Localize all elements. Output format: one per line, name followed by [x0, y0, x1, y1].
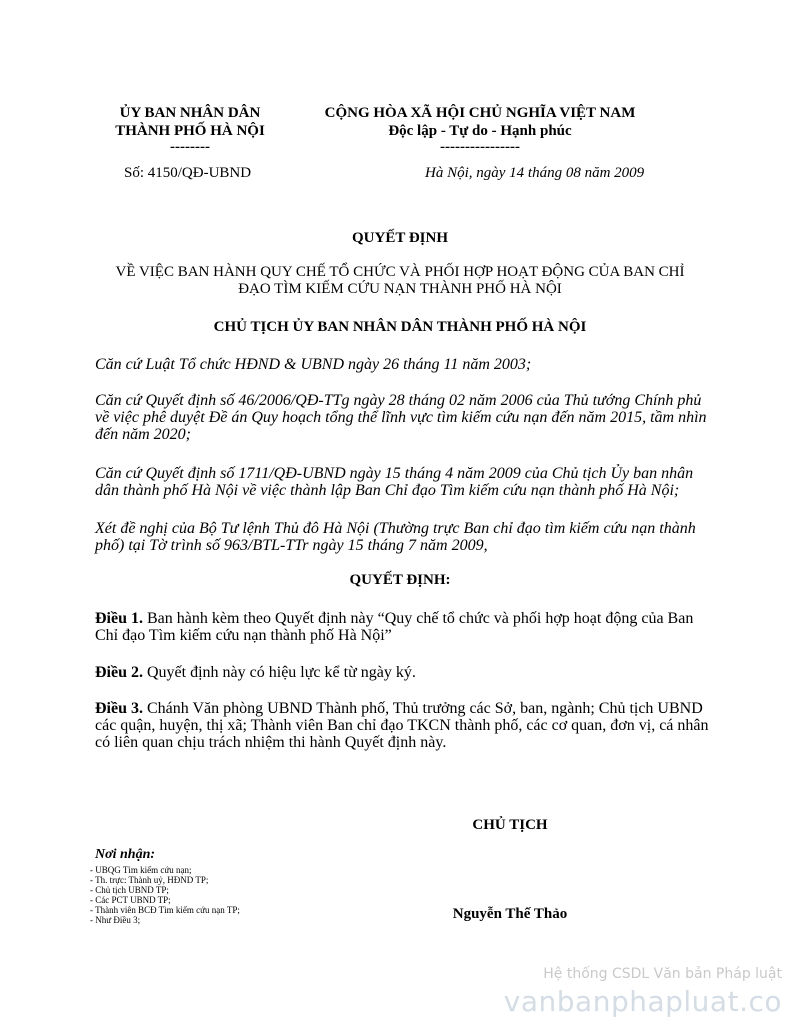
basis-line: Căn cứ Quyết định số 46/2006/QĐ-TTg ngày 28 tháng 02 năm 2006 của Thủ tướng Chính phủ	[95, 392, 702, 409]
legal-basis-1	[95, 356, 531, 373]
legal-basis-2	[95, 392, 707, 443]
article-1	[95, 610, 693, 644]
article-label: Điều 2.	[95, 664, 143, 681]
article-label: Điều 1.	[95, 610, 143, 627]
signature-title: CHỦ TỊCH	[472, 817, 548, 833]
basis-line: Xét đề nghị của Bộ Tư lệnh Thủ đô Hà Nội (Thường trực Ban chỉ đạo tìm kiếm cứu nạn thành	[95, 520, 696, 537]
nation-separator: ----------------	[440, 139, 520, 155]
national-motto	[295, 104, 665, 154]
recipient-item: - Các PCT UBND TP;	[90, 895, 171, 905]
org-line-1: ỦY BAN NHÂN DÂN	[119, 105, 261, 121]
authority-heading: CHỦ TỊCH ỦY BAN NHÂN DÂN THÀNH PHỐ HÀ NỘI	[213, 319, 587, 335]
article-2	[95, 664, 416, 681]
legal-basis-4	[95, 520, 696, 554]
legal-basis-3	[95, 465, 693, 499]
subject-line-2: ĐẠO TÌM KIẾM CỨU NẠN THÀNH PHỐ HÀ NỘI	[238, 281, 562, 297]
article-text: Chánh Văn phòng UBND Thành phố, Thủ trưởng các Sở, ban, ngành; Chủ tịch UBND	[143, 700, 703, 717]
document-number: Số: 4150/QĐ-UBND	[124, 165, 252, 181]
recipient-item: - UBQG Tìm kiếm cứu nạn;	[90, 865, 192, 875]
issue-date: Hà Nội, ngày 14 tháng 08 năm 2009	[425, 165, 645, 181]
basis-line: về việc phê duyệt Đề án Quy hoạch tổng thể lĩnh vực tìm kiếm cứu nạn đến năm 2015, tầm nhìn	[95, 409, 707, 426]
recipient-item: - Chủ tịch UBND TP;	[90, 885, 169, 895]
basis-line: phố) tại Tờ trình số 963/BTL-TTr ngày 15 tháng 7 năm 2009,	[95, 537, 488, 554]
watermark-caption: Hệ thống CSDL Văn bản Pháp luật	[543, 966, 782, 982]
article-text: Ban hành kèm theo Quyết định này “Quy chế tổ chức và phối hợp hoạt động của Ban	[143, 610, 694, 627]
org-separator: --------	[170, 139, 210, 155]
article-text: Quyết định này có hiệu lực kể từ ngày ký.	[143, 664, 416, 681]
article-label: Điều 3.	[95, 700, 143, 717]
org-line-2: THÀNH PHỐ HÀ NỘI	[115, 123, 265, 139]
basis-line: Căn cứ Quyết định số 1711/QĐ-UBND ngày 15 tháng 4 năm 2009 của Chủ tịch Ủy ban nhân	[95, 465, 694, 482]
subject-line-1: VỀ VIỆC BAN HÀNH QUY CHẾ TỔ CHỨC VÀ PHỐI HỢP HOẠT ĐỘNG CỦA BAN CHỈ	[115, 264, 685, 280]
watermark-site: vanbanphapluat.co	[503, 985, 782, 1018]
article-3	[95, 700, 709, 751]
recipient-item: - Như Điều 3;	[90, 915, 141, 925]
document-subject	[50, 264, 750, 298]
basis-line: dân thành phố Hà Nội về việc thành lập Ban Chỉ đạo Tìm kiếm cứu nạn thành phố Hà Nội;	[95, 482, 680, 499]
decision-heading: QUYẾT ĐỊNH:	[349, 572, 451, 588]
issuing-authority	[90, 104, 290, 154]
recipient-item: - Th. trực: Thành uỷ, HĐND TP;	[90, 875, 209, 885]
basis-line: Căn cứ Luật Tổ chức HĐND & UBND ngày 26 tháng 11 năm 2003;	[95, 356, 532, 373]
signatory-name: Nguyễn Thế Thảo	[452, 906, 568, 922]
nation-line-1: CỘNG HÒA XÃ HỘI CHỦ NGHĨA VIỆT NAM	[324, 105, 636, 121]
article-text-line: các quận, huyện, thị xã; Thành viên Ban chỉ đạo TKCN thành phố, các cơ quan, đơn vị, cá nhân	[95, 717, 709, 734]
article-text-line: Chỉ đạo Tìm kiếm cứu nạn thành phố Hà Nội”	[95, 627, 392, 644]
recipient-item: - Thành viên BCĐ Tìm kiếm cứu nạn TP;	[90, 905, 240, 915]
article-text-line: có liên quan chịu trách nhiệm thi hành Quyết định này.	[95, 734, 447, 751]
basis-line: đến năm 2020;	[95, 426, 191, 443]
nation-line-2: Độc lập - Tự do - Hạnh phúc	[388, 123, 572, 139]
recipients-heading: Nơi nhận:	[95, 847, 156, 862]
document-title: QUYẾT ĐỊNH	[352, 230, 448, 246]
recipients-list	[90, 865, 240, 925]
